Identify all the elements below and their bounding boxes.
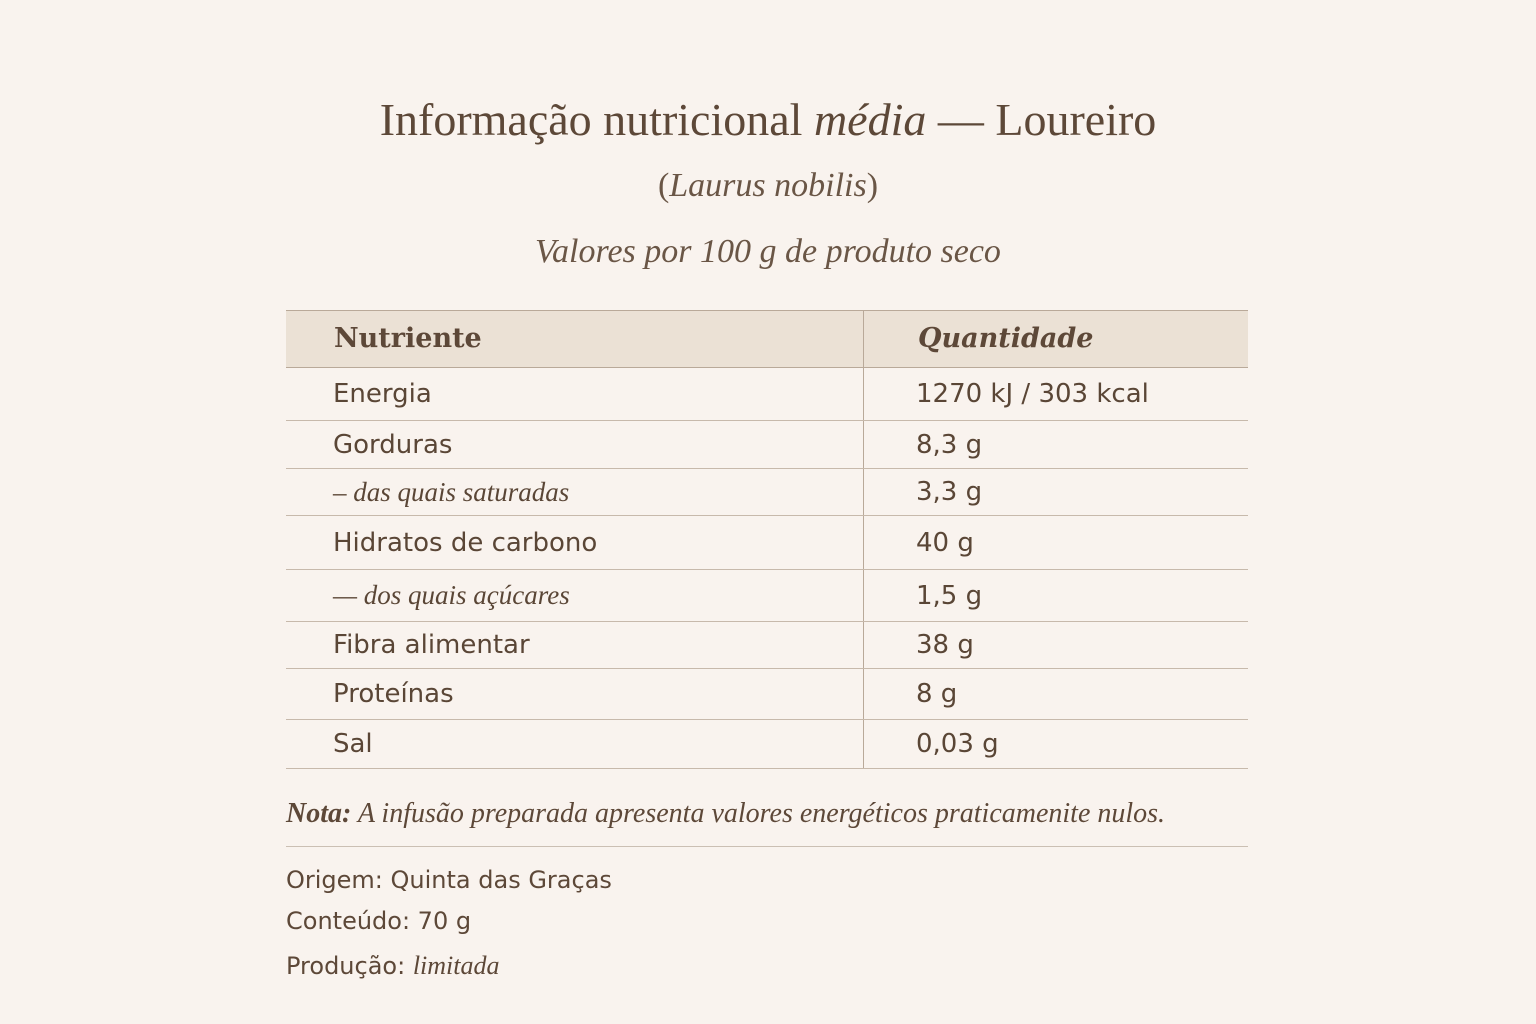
subtitle-close-paren: ) [866, 167, 879, 204]
species-subtitle [0, 164, 1536, 208]
column-header-amount: Quantidade [918, 323, 1094, 354]
nutrient-name: Gorduras [286, 421, 864, 468]
production-line [286, 948, 500, 984]
nutrient-name: Sal [286, 720, 864, 768]
page-title [0, 92, 1536, 148]
nutrient-amount: 8,3 g [916, 429, 983, 460]
table-row [286, 421, 1248, 469]
origin-line: Origem: Quinta das Graças [286, 866, 612, 894]
nutrient-amount: 8 g [916, 679, 958, 709]
table-row [286, 570, 1248, 622]
nutrient-name: Proteínas [286, 669, 864, 719]
nutrient-name: Fibra alimentar [286, 622, 864, 668]
nutrient-amount: 0,03 g [916, 729, 999, 759]
nutrient-name: — dos quais açúcares [286, 570, 864, 621]
nutrient-amount: 38 g [916, 630, 974, 660]
production-label: Produção: [286, 952, 413, 980]
table-row [286, 368, 1248, 421]
nutrient-name: – das quais saturadas [286, 469, 864, 515]
table-header [286, 311, 1248, 368]
table-row [286, 622, 1248, 669]
divider [286, 846, 1248, 847]
nutrient-amount: 1270 kJ / 303 kcal [916, 379, 1149, 409]
nutrient-amount: 3,3 g [916, 477, 983, 507]
values-basis: Valores por 100 g de produto seco [535, 233, 1001, 270]
footnote-text: A infusão preparada apresenta valores energéticos praticamenite nulos. [351, 798, 1166, 829]
title-emphasis: média [813, 94, 927, 145]
table-row [286, 669, 1248, 720]
table-row [286, 469, 1248, 516]
nutrient-amount: 40 g [916, 527, 974, 558]
production-value: limitada [412, 951, 500, 980]
footnote-label: Nota: [286, 798, 352, 829]
nutrient-name: Energia [286, 368, 864, 420]
nutrition-table [286, 310, 1248, 769]
table-row [286, 720, 1248, 769]
nutrient-amount: 1,5 g [916, 580, 983, 611]
nutrient-name: Hidratos de carbono [286, 516, 864, 569]
footnote [286, 794, 1248, 834]
column-header-nutrient: Nutriente [286, 311, 864, 367]
title-main: Informação nutricional [379, 94, 814, 145]
species-name: Laurus nobilis [669, 167, 867, 204]
content-line: Conteúdo: 70 g [286, 907, 472, 935]
title-rest: — Loureiro [926, 94, 1157, 145]
table-row [286, 516, 1248, 570]
subtitle-open-paren: ( [657, 167, 670, 204]
